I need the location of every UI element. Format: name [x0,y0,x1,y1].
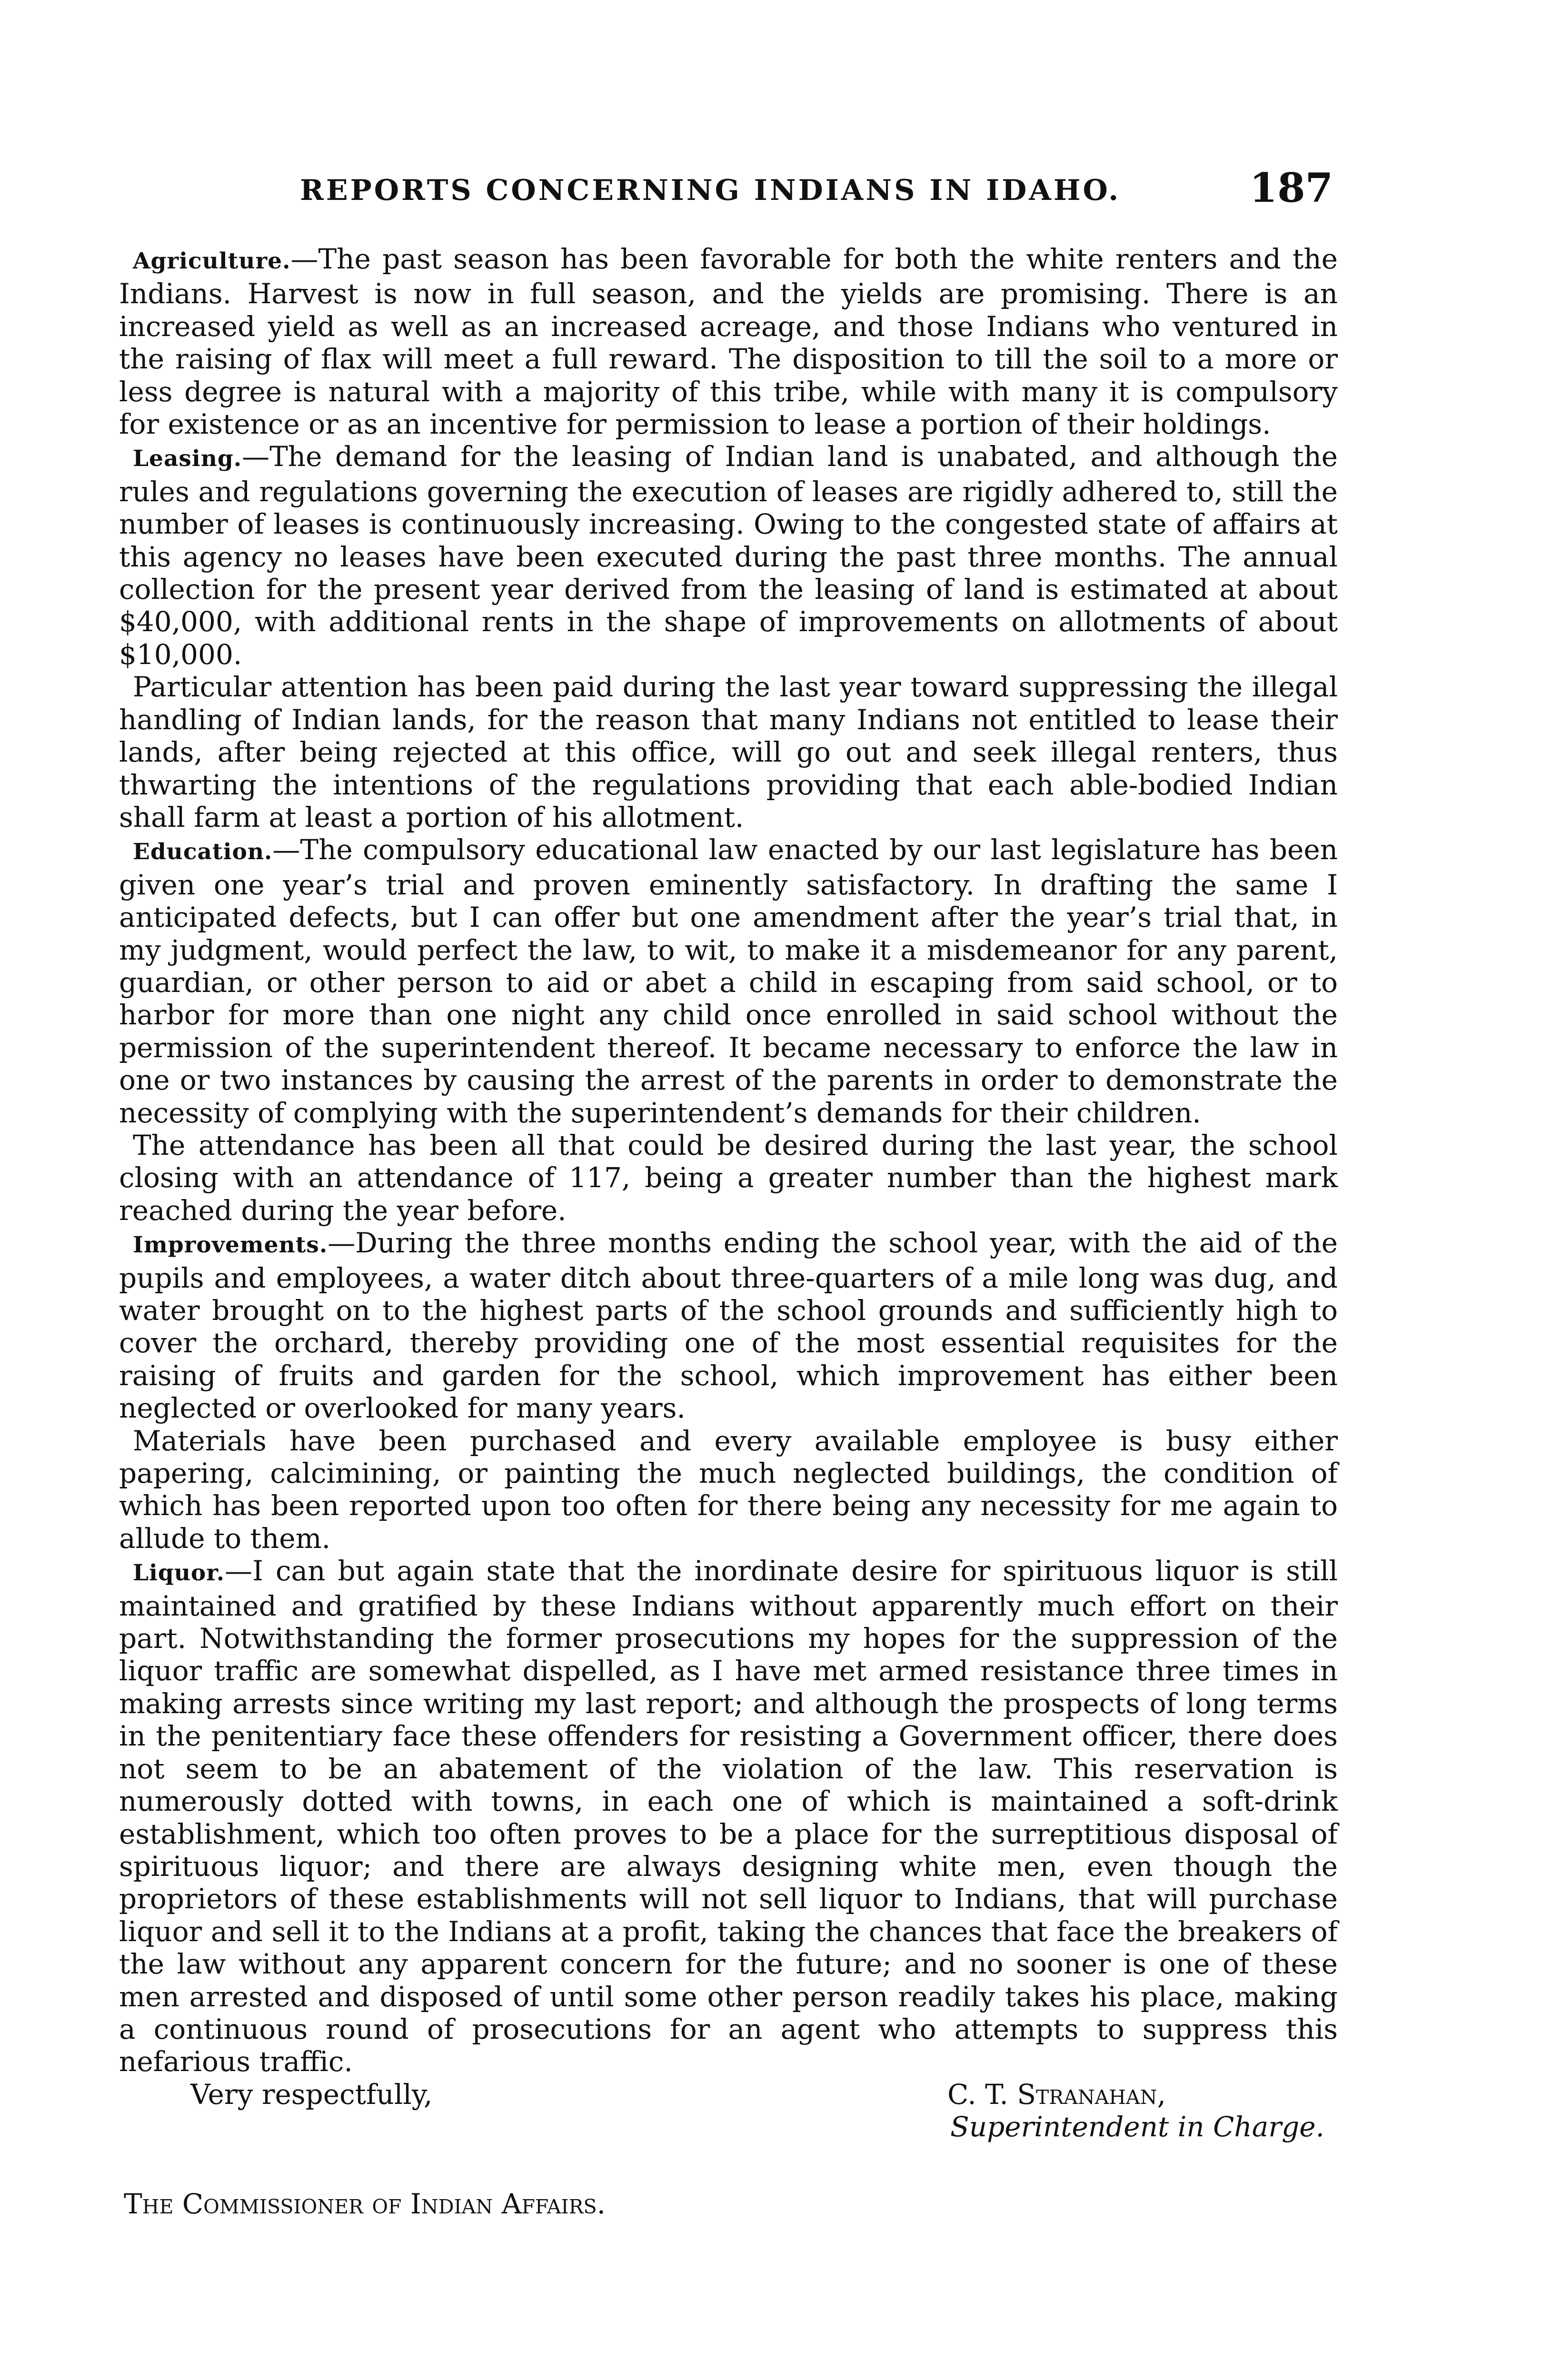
closing-block [119,2078,1338,2183]
leasing-text: —The demand for the leasing of Indian land is unabated, and although the rules and regulations governing the execution of leases are rigidly adhered to, still the number of leases is continuously increasing. Owing to the congested state of affairs at this agency no leases have been executed during the past three months. The annual collection for the present year derived from the leasing of land is estimated at about $40,000, with additional rents in the shape of improvements on allotments of about $10,000. [119,440,1338,671]
agriculture-text: —The past season has been favorable for both the white renters and the Indians. Harvest is now in full season, and the yields are promising. There is an increased yield as well as an increased acreage, and those Indians who ventured in the raising of flax will meet a full reward. The disposition to till the soil to a more or less degree is natural with a majority of this tribe, while with many it is compulsory for existence or as an incentive for permission to lease a portion of their holdings. [119,243,1338,441]
report-body [119,243,1338,2220]
education-heading: Education. [133,839,273,865]
education-paragraph [119,833,1338,1129]
improvements-text: —During the three months ending the school year, with the aid of the pupils and employees, a water ditch about three-quarters of a mile long was dug, and water brought on to the highest parts of the school grounds and sufficiently high to cover the orchard, thereby providing one of the most essential requisites for the raising of fruits and garden for the school, which improvement has either been neglected or overlooked for many years. [119,1227,1338,1425]
signer-title: Superintendent in Charge. [950,2110,1324,2143]
attendance-paragraph [119,1129,1338,1227]
page-number: 187 [1249,164,1333,211]
materials-paragraph [119,1425,1338,1555]
liquor-text: —I can but again state that the inordinate desire for spirituous liquor is still maintained and gratified by these Indians without apparently much effort on their part. Notwithstanding the former prosecutions my hopes for the suppression of the liquor traffic are somewhat dispelled, as I have met armed resistance three times in making arrests since writing my last report; and although the prospects of long terms in the penitentiary face these offenders for resisting a Government officer, there does not seem to be an abatement of the violation of the law. This reservation is numerously dotted with towns, in each one of which is maintained a soft-drink establishment, which too often proves to be a place for the surreptitious disposal of spirituous liquor; and there are always designing white men, even though the proprietors of these establishments will not sell liquor to Indians, that will purchase liquor and sell it to the Indians at a profit, taking the chances that face the breakers of the law without any apparent concern for the future; and no sooner is one of these men arrested and disposed of until some other person readily takes his place, making a continuous round of prosecutions for an agent who attempts to suppress this nefarious traffic. [119,1555,1338,2078]
improvements-paragraph [119,1227,1338,1424]
liquor-heading: Liquor. [133,1560,225,1587]
agriculture-heading: Agriculture. [133,248,291,274]
attendance-text: The attendance has been all that could be desired during the last year, the school closing with an attendance of 117, being a greater number than the highest mark reached during the year before. [119,1129,1338,1227]
improvements-heading: Improvements. [133,1232,328,1259]
closing-salutation: Very respectfully, [190,2078,433,2111]
signature-block [947,2078,1324,2143]
page-header [119,164,1338,212]
leasing-paragraph [119,440,1338,671]
leasing-continued-text: Particular attention has been paid during the last year toward suppressing the illegal handling of Indian lands, for the reason that many Indians not entitled to lease their lands, after being rejected at this office, will go out and seek illegal renters, thus thwarting the intentions of the regulations providing that each able-bodied Indian shall farm at least a portion of his allotment. [119,671,1338,833]
leasing-heading: Leasing. [133,446,242,472]
running-head: REPORTS CONCERNING INDIANS IN IDAHO. [300,174,1121,207]
addressee: The Commissioner of Indian Affairs. [124,2187,606,2220]
leasing-continued-paragraph [119,671,1338,833]
agriculture-paragraph [119,243,1338,440]
education-text: —The compulsory educational law enacted by our last legislature has been given one year’s trial and proven eminently satisfactory. In drafting the same I anticipated defects, but I can offer but one amendment after the year’s trial that, in my judgment, would perfect the law, to wit, to make it a misdemeanor for any parent, guardian, or other person to aid or abet a child in escaping from said school, or to harbor for more than one night any child once enrolled in said school without the permission of the superintendent thereof. It became necessary to enforce the law in one or two instances by causing the arrest of the parents in order to demonstrate the necessity of complying with the superintendent’s demands for their children. [119,833,1338,1129]
liquor-paragraph [119,1555,1338,2078]
signer-name: C. T. Stranahan, [947,2078,1166,2111]
materials-text: Materials have been purchased and every available employee is busy either papering, calcimining, or painting the much neglected buildings, the condition of which has been reported upon too often for there being any necessity for me again to allude to them. [119,1424,1338,1555]
